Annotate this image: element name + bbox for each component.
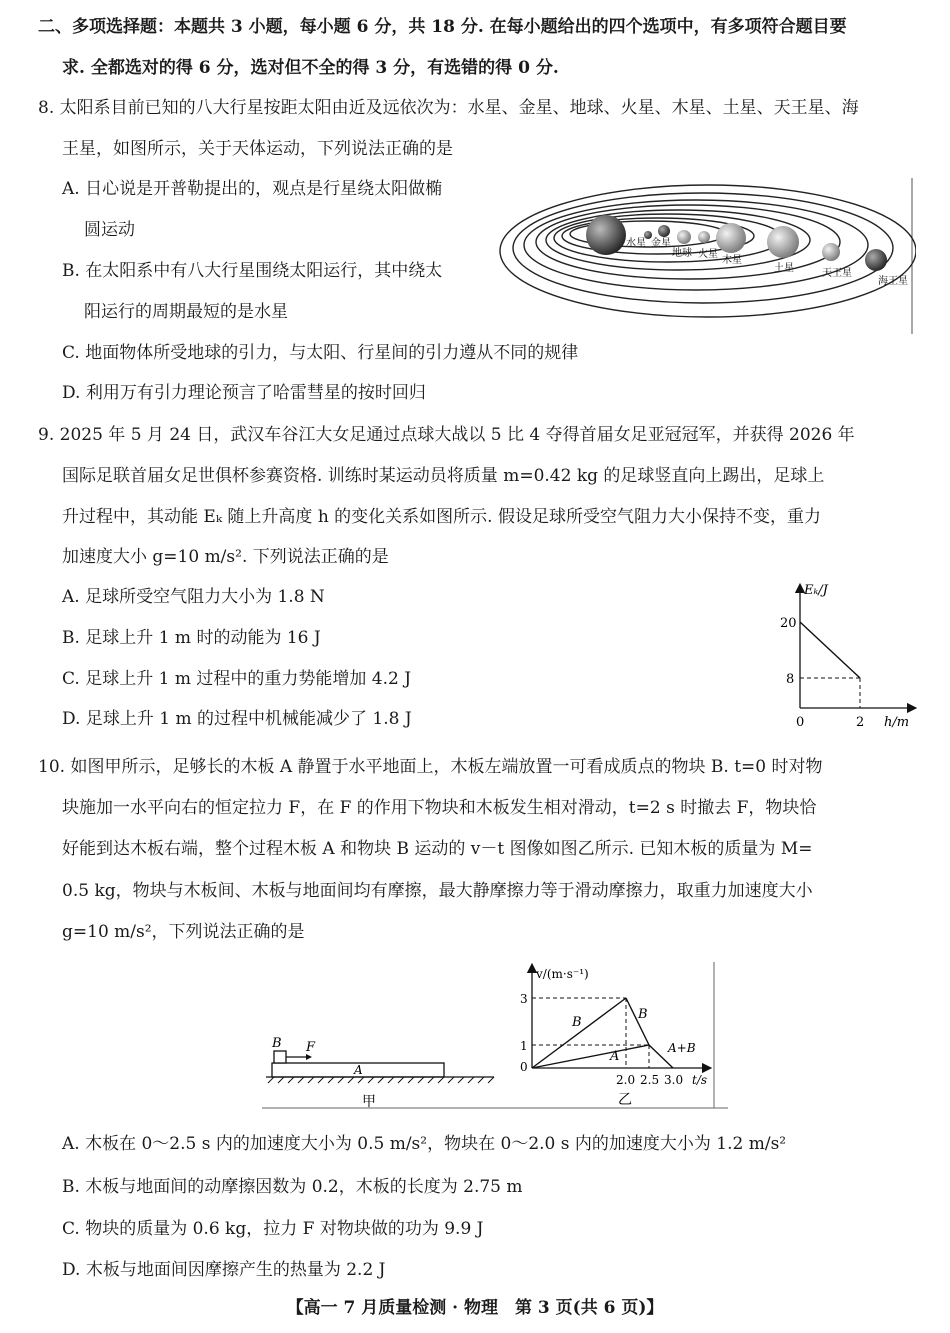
q10-option-a: A. 木板在 0～2.5 s 内的加速度大小为 0.5 m/s²，物块在 0～2.0 s 内的加速度大小为 1.2 m/s² [62, 1134, 787, 1154]
q9-stem-line2: 国际足联首届女足世俱杯参赛资格. 训练时某运动员将质量 m=0.42 kg 的足球竖直向上踢出，足球上 [62, 466, 825, 486]
planet-label-earth: 地球 [672, 248, 692, 259]
planet-label-neptune: 海王星 [878, 276, 908, 287]
yi-label-a: A [610, 1049, 620, 1064]
planet-label-venus: 金星 [651, 238, 671, 249]
q9-stem-line1: 9. 2025 年 5 月 24 日，武汉车谷江大女足通过点球大战以 5 比 4 夺得首届女足亚冠冠军，并获得 2026 年 [38, 425, 855, 445]
q8-option-a-line1: A. 日心说是开普勒提出的，观点是行星绕太阳做椭 [62, 179, 443, 199]
yi-x-axis-label: t/s [692, 1073, 708, 1087]
q10-figure-yi [502, 962, 728, 1112]
q9-x-axis-label: h/m [884, 715, 910, 730]
q9-xtick-2: 2 [856, 715, 865, 730]
q8-option-b-line2: 阳运行的周期最短的是水星 [84, 302, 288, 322]
q10-stem-line5: g=10 m/s²，下列说法正确的是 [62, 922, 305, 942]
jia-label-f: F [306, 1040, 316, 1055]
jia-caption: 甲 [362, 1094, 376, 1110]
q9-ek-h-graph [770, 580, 920, 730]
section-header-line2: 求. 全都选对的得 6 分，选对但不全的得 3 分，有选错的得 0 分. [62, 58, 559, 78]
jupiter-icon [716, 223, 746, 253]
q8-option-b-line1: B. 在太阳系中有八大行星围绕太阳运行，其中绕太 [62, 261, 443, 281]
yi-y-axis-label: v/(m·s⁻¹) [536, 967, 589, 981]
q10-option-c: C. 物块的质量为 0.6 kg，拉力 F 对物块做的功为 9.9 J [62, 1219, 484, 1239]
q9-ytick-20: 20 [780, 616, 797, 631]
jia-label-a: A [354, 1063, 363, 1077]
q10-option-b: B. 木板与地面间的动摩擦因数为 0.2，木板的长度为 2.75 m [62, 1177, 523, 1197]
planet-label-saturn: 土星 [774, 263, 794, 274]
yi-label-ab: A+B [668, 1041, 696, 1055]
planet-label-uranus: 天王星 [822, 268, 852, 279]
q8-stem-line2: 王星，如图所示，关于天体运动，下列说法正确的是 [62, 139, 453, 159]
q9-option-a: A. 足球所受空气阻力大小为 1.8 N [62, 587, 325, 607]
q10-stem-line1: 10. 如图甲所示，足够长的木板 A 静置于水平地面上，木板左端放置一可看成质点的物块 B. t=0 时对物 [38, 757, 823, 777]
q9-ek-line [800, 622, 860, 678]
block-b [274, 1051, 286, 1063]
q10-stem-line2: 块施加一水平向右的恒定拉力 F，在 F 的作用下物块和木板发生相对滑动，t=2 s 时撤去 F，物块恰 [62, 798, 817, 818]
q9-option-b: B. 足球上升 1 m 时的动能为 16 J [62, 628, 321, 648]
yi-label-b-decel: B [638, 1007, 648, 1022]
yi-caption: 乙 [618, 1092, 632, 1108]
planet-label-mars: 火星 [698, 249, 718, 260]
q8-option-d: D. 利用万有引力理论预言了哈雷彗星的按时回归 [62, 383, 426, 403]
planet-label-jupiter: 木星 [722, 255, 742, 266]
neptune-icon [865, 249, 887, 271]
yi-ytick-1: 1 [520, 1039, 528, 1053]
q10-stem-line3: 好能到达木板右端，整个过程木板 A 和物块 B 运动的 v－t 图像如图乙所示. 已知木板的质量为 M= [62, 839, 813, 859]
yi-origin: 0 [520, 1060, 528, 1074]
q9-option-c: C. 足球上升 1 m 过程中的重力势能增加 4.2 J [62, 669, 412, 689]
jia-label-b: B [272, 1036, 282, 1051]
page-footer: 【高一 7 月质量检测 · 物理 第 3 页(共 6 页)】 [286, 1298, 664, 1318]
saturn-icon [767, 226, 799, 258]
q8-stem-line1: 8. 太阳系目前已知的八大行星按距太阳由近及远依次为：水星、金星、地球、火星、木星、土星、天王星、海 [38, 98, 859, 118]
q10-option-d: D. 木板与地面间因摩擦产生的热量为 2.2 J [62, 1260, 386, 1280]
q9-stem-line3: 升过程中，其动能 Eₖ 随上升高度 h 的变化关系如图所示. 假设足球所受空气阻力大小保持不变，重力 [62, 507, 821, 527]
q8-option-c: C. 地面物体所受地球的引力，与太阳、行星间的引力遵从不同的规律 [62, 343, 579, 363]
mars-icon [698, 231, 710, 243]
q10-stem-line4: 0.5 kg，物块与木板间、木板与地面间均有摩擦，最大静摩擦力等于滑动摩擦力，取重力加速度大小 [62, 881, 813, 901]
section-header-line1: 二、多项选择题：本题共 3 小题，每小题 6 分，共 18 分. 在每小题给出的四个选项中，有多项符合题目要 [38, 17, 847, 37]
uranus-icon [822, 243, 840, 261]
q9-y-axis-label: Eₖ/J [804, 583, 828, 598]
sun-icon [586, 215, 626, 255]
yi-label-b-accel: B [572, 1015, 582, 1030]
yi-xtick-3.0: 3.0 [664, 1073, 684, 1087]
q9-ytick-8: 8 [786, 672, 795, 687]
q10-figure-jia [262, 1030, 502, 1110]
yi-xtick-2.5: 2.5 [640, 1073, 660, 1087]
q8-option-a-line2: 圆运动 [84, 220, 135, 240]
q9-origin: 0 [796, 715, 805, 730]
q9-stem-line4: 加速度大小 g=10 m/s². 下列说法正确的是 [62, 547, 389, 567]
q9-option-d: D. 足球上升 1 m 的过程中机械能减少了 1.8 J [62, 709, 412, 729]
planet-label-mercury: 水星 [626, 238, 646, 249]
venus-icon [658, 225, 670, 237]
solar-system-figure [498, 178, 916, 336]
yi-xtick-2.0: 2.0 [616, 1073, 636, 1087]
yi-line-a-accel [532, 1045, 649, 1068]
yi-ytick-3: 3 [520, 992, 528, 1006]
earth-icon [677, 230, 691, 244]
